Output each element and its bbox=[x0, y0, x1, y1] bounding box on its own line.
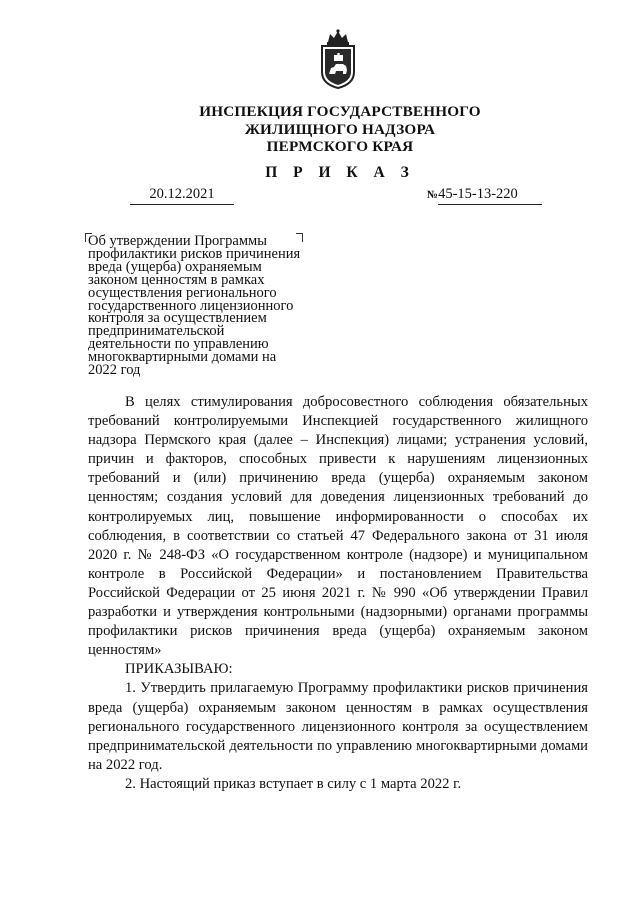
preamble-paragraph: В целях стимулирования добросовестного соблюдения обязательных требований контролируемыми Инспекцией государственного жилищного надзора Пермского края (далее – Инспекция) лицами; устранения условий, причин и факторов, способных привести к нарушениям лицензионных требований и (или) причинению вреда (ущерба) охраняемым законом ценностям; создания условий для доведения лицензионных требований до контролируемых лиц, повышение информированности о способах их соблюдения, в соответствии со статьей 47 Федерального закона от 31 июля 2020 г. № 248-ФЗ «О государственном контроле (надзоре) и муниципальном контроле в Российской Федерации» и постановлением Правительства Российской Федерации от 25 июня 2021 г. № 990 «Об утверждении Правил разработки и утверждения контрольными (надзорными) органами программы профилактики рисков причинения вреда (ущерба) охраняемым законом ценностям» bbox=[88, 394, 588, 659]
order-item-1: 1. Утвердить прилагаемую Программу профилактики рисков причинения вреда (ущерба) охраняемым законом ценностям в рамках осуществления регионального государственного лицензионного контроля за осуществлением предпринимательской деятельности по управлению многоквартирными домами на 2022 год. bbox=[88, 680, 588, 773]
issuing-authority bbox=[150, 103, 530, 156]
order-body bbox=[88, 393, 588, 794]
order-number bbox=[427, 186, 550, 205]
org-line-2: ЖИЛИЩНОГО НАДЗОРА bbox=[244, 120, 436, 138]
number-sign: № bbox=[427, 189, 439, 201]
decree-word: ПРИКАЗЫВАЮ: bbox=[125, 661, 233, 678]
order-subject: Об утверждении Программы профилактики рисков причинения вреда (ущерба) охраняемым законом ценностям в рамках осуществления регионального государственного лицензионного контроля за осуществлением предпринимательской деятельности по управлению многоквартирными домами на 2022 год bbox=[88, 233, 301, 379]
order-date: 20.12.2021 bbox=[130, 186, 234, 205]
order-title: П Р И К А З bbox=[265, 164, 415, 181]
order-number-value: 45-15-13-220 bbox=[438, 186, 542, 205]
perm-krai-coat-of-arms-icon bbox=[316, 28, 360, 90]
org-line-1: ИНСПЕКЦИЯ ГОСУДАРСТВЕННОГО bbox=[199, 103, 481, 120]
order-item-2: 2. Настоящий приказ вступает в силу с 1 марта 2022 г. bbox=[125, 775, 462, 792]
org-line-3: ПЕРМСКОГО КРАЯ bbox=[266, 138, 414, 155]
